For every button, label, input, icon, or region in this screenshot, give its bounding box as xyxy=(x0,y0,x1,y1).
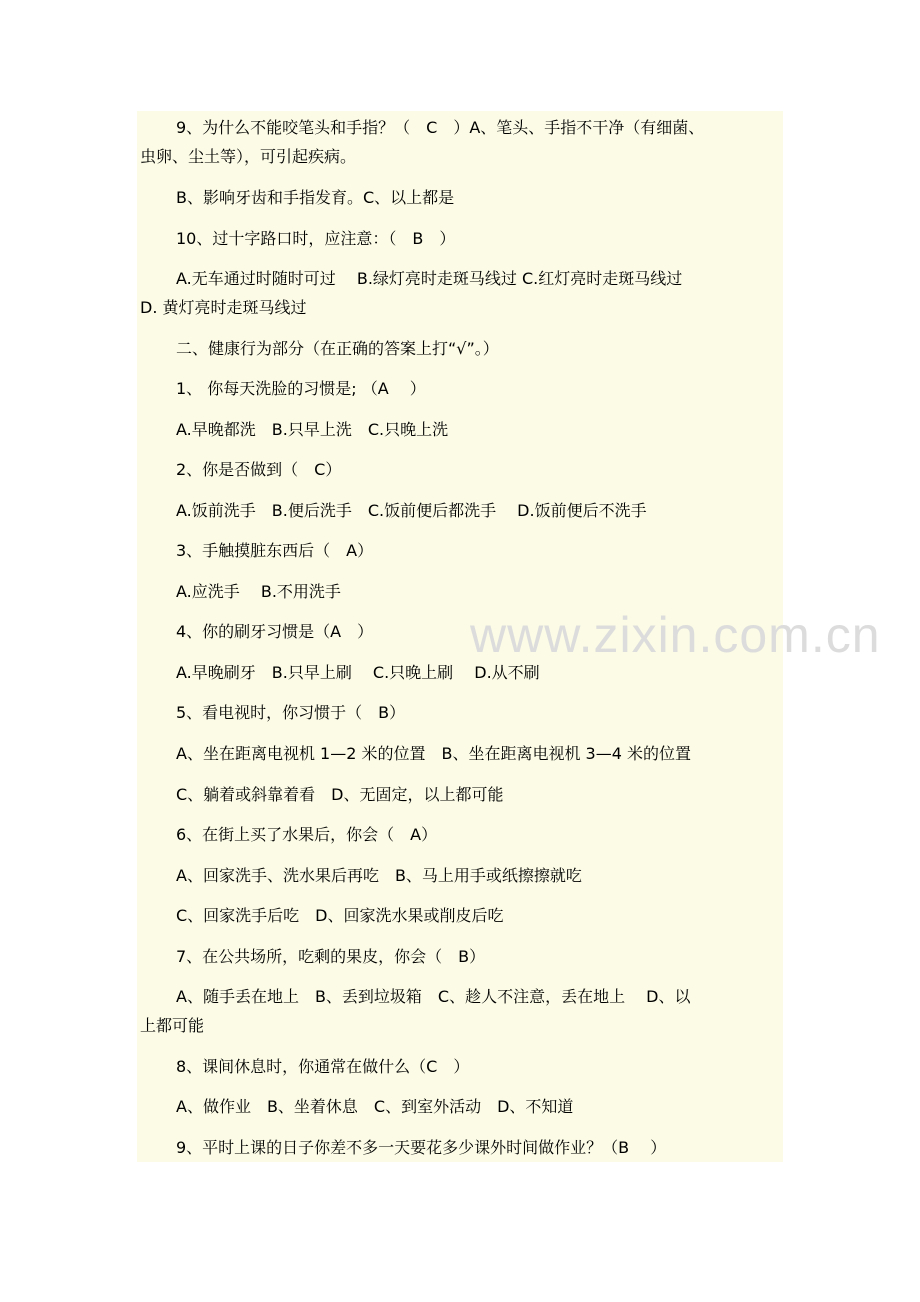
question-3: 3、手触摸脏东西后（ A） xyxy=(176,541,374,560)
question-1-options: A.早晚都洗 B.只早上洗 C.只晚上洗 xyxy=(176,420,449,439)
question-10: 10、过十字路口时，应注意：（ B ） xyxy=(176,229,456,248)
question-10-options-line-2: D. 黄灯亮时走斑马线过 xyxy=(140,298,307,317)
question-5-options-line-2: C、躺着或斜靠着看 D、无固定，以上都可能 xyxy=(176,785,504,804)
question-4-options: A.早晚刷牙 B.只早上刷 C.只晚上刷 D.从不刷 xyxy=(176,663,540,682)
watermark: www.zixin.com.cn xyxy=(470,607,881,663)
question-7-options-line-2: 上都可能 xyxy=(140,1016,205,1035)
question-8-options: A、做作业 B、坐着休息 C、到室外活动 D、不知道 xyxy=(176,1097,574,1116)
question-7-options-line-1: A、随手丢在地上 B、丢到垃圾箱 C、趁人不注意，丢在地上 D、以 xyxy=(176,987,691,1006)
question-1: 1、 你每天洗脸的习惯是; （A ） xyxy=(176,379,426,398)
question-8: 8、课间休息时，你通常在做什么（C ） xyxy=(176,1057,470,1076)
question-4: 4、你的刷牙习惯是（A ） xyxy=(176,622,374,641)
question-5-options-line-1: A、坐在距离电视机 1—2 米的位置 B、坐在距离电视机 3—4 米的位置 xyxy=(176,744,691,763)
question-2-options: A.饭前洗手 B.便后洗手 C.饭前便后都洗手 D.饭前便后不洗手 xyxy=(176,501,647,520)
question-5: 5、看电视时，你习惯于（ B） xyxy=(176,703,406,722)
question-10-options-line-1: A.无车通过时随时可过 B.绿灯亮时走斑马线过 C.红灯亮时走斑马线过 xyxy=(176,269,683,288)
section-heading: 二、健康行为部分（在正确的答案上打“√”。） xyxy=(176,339,499,358)
question-9-line-2: 虫卵、尘土等），可引起疾病。 xyxy=(140,147,357,166)
question-9-option-b-c: B、影响牙齿和手指发育。C、以上都是 xyxy=(176,188,455,207)
question-2: 2、你是否做到（ C） xyxy=(176,460,342,479)
question-7: 7、在公共场所，吃剩的果皮，你会（ B） xyxy=(176,947,486,966)
question-9-line-1: 9、为什么不能咬笔头和手指？（ C ）A、笔头、手指不干净（有细菌、 xyxy=(176,118,705,137)
question-6-options-line-2: C、回家洗手后吃 D、回家洗水果或削皮后吃 xyxy=(176,906,504,925)
question-9b: 9、平时上课的日子你差不多一天要花多少课外时间做作业？（B ） xyxy=(176,1138,667,1157)
question-6: 6、在街上买了水果后，你会（ A） xyxy=(176,825,438,844)
question-6-options-line-1: A、回家洗手、洗水果后再吃 B、马上用手或纸擦擦就吃 xyxy=(176,866,582,885)
question-3-options: A.应洗手 B.不用洗手 xyxy=(176,582,341,601)
